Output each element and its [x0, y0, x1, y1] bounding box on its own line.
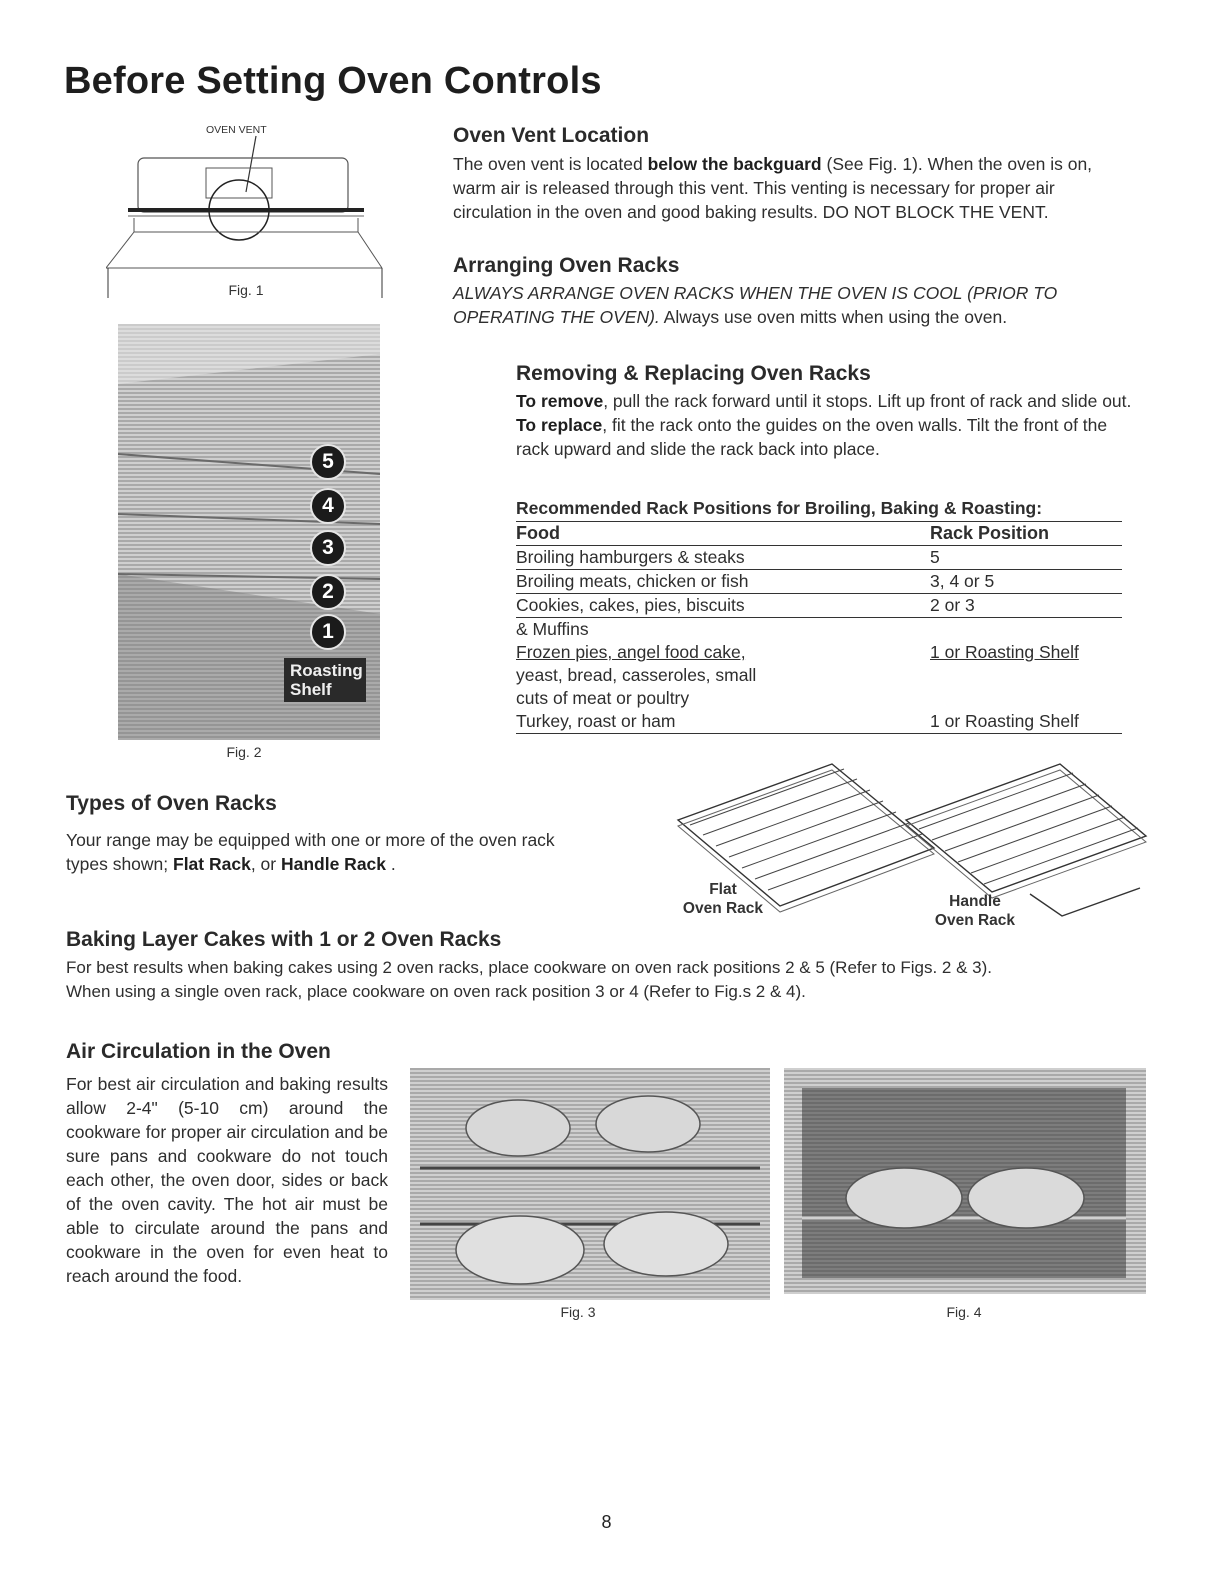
arranging-paragraph: [453, 281, 1143, 329]
table-row: [516, 546, 1122, 570]
flat-rack-label: [668, 880, 778, 918]
food-cell: Broiling hamburgers & steaks: [516, 547, 745, 567]
rack-table-caption: Recommended Rack Positions for Broiling, Baking & Roasting:: [516, 498, 1122, 522]
food-cell: cuts of meat or poultry: [516, 688, 690, 708]
fig4-caption: Fig. 4: [946, 1304, 982, 1320]
col-position-header: Rack Position: [930, 523, 1050, 543]
table-row: [516, 570, 1122, 594]
position-cell: 1 or Roasting Shelf: [930, 711, 1079, 731]
rack-table-header: [516, 522, 1122, 546]
rack-position-4-badge: 4: [310, 488, 346, 524]
fig2-photo: [118, 324, 380, 740]
position-cell: 3, 4 or 5: [930, 571, 995, 591]
food-cell: & Muffins: [516, 619, 589, 639]
table-row: [516, 664, 1122, 687]
fig4-photo: [784, 1068, 1146, 1294]
types-text-3: .: [386, 854, 396, 874]
roasting-shelf-label: [284, 658, 366, 702]
vent-bold-backguard: below the backguard: [647, 154, 822, 174]
removing-heading: Removing & Replacing Oven Racks: [516, 362, 871, 385]
vent-text-1: The oven vent is located: [453, 154, 648, 174]
fig1-caption: Fig. 1: [228, 282, 264, 298]
fig1-illustration: [106, 122, 386, 300]
arranging-text: Always use oven mitts when using the oven.: [659, 307, 1008, 327]
types-heading: Types of Oven Racks: [66, 792, 277, 815]
position-cell: [930, 664, 1122, 687]
table-row: [516, 594, 1122, 618]
range-backguard-drawing: [106, 122, 386, 300]
handle-rack-bold: Handle Rack: [280, 854, 387, 874]
flat-label-line2: Oven Rack: [682, 900, 764, 917]
rack-position-3-badge: 3: [310, 530, 346, 566]
layer-cakes-line2: When using a single oven rack, place cookware on oven rack position 3 or 4 (Refer to Fig.s 2 & 4).: [66, 982, 806, 1001]
position-cell: 2 or 3: [930, 595, 975, 615]
table-row: [516, 641, 1122, 664]
flat-rack-bold: Flat Rack: [173, 854, 251, 874]
col-food-header: Food: [516, 523, 560, 543]
types-text-1: Your range may be equipped with one or more of the oven rack types shown;: [66, 830, 555, 874]
handle-rack-label: [920, 892, 1030, 930]
fig2-caption: Fig. 2: [226, 744, 262, 760]
food-cell: yeast, bread, casseroles, small: [516, 665, 757, 685]
air-heading: Air Circulation in the Oven: [66, 1040, 331, 1063]
rack-position-2-badge: 2: [310, 574, 346, 610]
rack-position-1-badge: 1: [310, 614, 346, 650]
types-paragraph: [66, 828, 586, 876]
fig3-caption: Fig. 3: [560, 1304, 596, 1320]
vent-paragraph: [453, 152, 1133, 224]
removing-bold-remove: To remove: [516, 391, 604, 411]
removing-paragraph: [516, 389, 1142, 461]
fig3-oven-drawing: [410, 1068, 770, 1300]
table-row: [516, 618, 1122, 641]
page-title: Before Setting Oven Controls: [64, 60, 602, 102]
fig3-photo: [410, 1068, 770, 1300]
air-paragraph: For best air circulation and baking results allow 2-4" (5-10 cm) around the cookware for proper air circulation and be sure pans and cookware do not touch each other, the oven door, sides or back of the oven cavity. The hot air must be able to circulate around the pans and cookware in the oven for even heat to reach around the food.: [66, 1074, 388, 1286]
oven-vent-callout: OVEN VENT: [206, 124, 267, 136]
position-cell: [930, 618, 1122, 641]
types-text-2: , or: [250, 854, 281, 874]
removing-text-2: , fit the rack onto the guides on the oven walls. Tilt the front of the rack upward and slide the rack back into place.: [516, 415, 1108, 459]
position-cell: 5: [930, 547, 940, 567]
fig4-oven-drawing: [784, 1068, 1146, 1294]
rack-position-table: [516, 498, 1122, 734]
handle-label-line2: Oven Rack: [934, 912, 1016, 929]
rack-position-5-badge: 5: [310, 444, 346, 480]
removing-text-1: , pull the rack forward until it stops. Lift up front of rack and slide out.: [603, 391, 1132, 411]
arranging-warning: ALWAYS ARRANGE OVEN RACKS WHEN THE OVEN IS COOL (PRIOR TO OPERATING THE OVEN).: [453, 283, 1058, 327]
vent-heading: Oven Vent Location: [453, 124, 650, 147]
removing-bold-replace: To replace: [516, 415, 603, 435]
food-cell: Turkey, roast or ham: [516, 711, 676, 731]
food-cell: Frozen pies, angel food cake,: [516, 642, 746, 662]
table-row: [516, 687, 1122, 710]
page-number: 8: [601, 1512, 612, 1532]
food-cell: Cookies, cakes, pies, biscuits: [516, 595, 745, 615]
arranging-heading: Arranging Oven Racks: [453, 254, 680, 277]
table-row: [516, 710, 1122, 734]
handle-label-line1: Handle: [949, 893, 1001, 910]
layer-cakes-line1: For best results when baking cakes using 2 oven racks, place cookware on oven rack positions 2 & 5 (Refer to Figs. 2 & 3).: [66, 958, 993, 977]
roasting-label-line2: Shelf: [290, 680, 332, 699]
flat-label-line1: Flat: [709, 881, 737, 898]
roasting-label-line1: Roasting: [290, 661, 363, 680]
position-cell: [930, 687, 1122, 710]
position-cell: 1 or Roasting Shelf: [930, 642, 1079, 662]
layer-cakes-heading: Baking Layer Cakes with 1 or 2 Oven Racks: [66, 928, 502, 951]
food-cell: Broiling meats, chicken or fish: [516, 571, 749, 591]
vent-text-2: (See Fig. 1). When the oven is on, warm air is released through this vent. This venting is necessary for proper air circulation in the oven and good baking results. DO NOT BLOCK THE VENT.: [453, 154, 1093, 222]
